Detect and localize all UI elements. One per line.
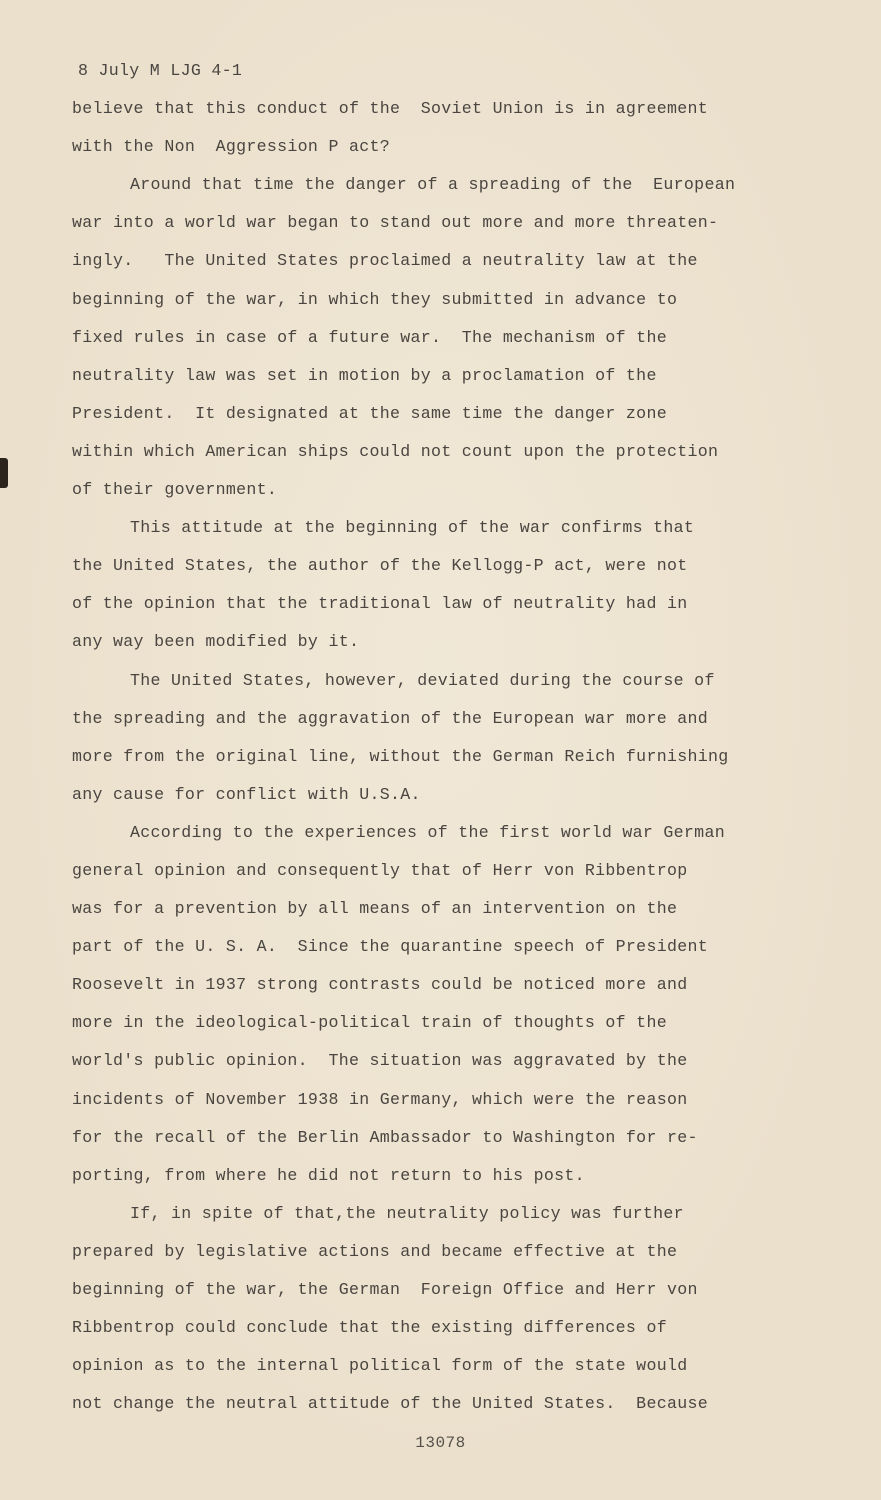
text-line: was for a prevention by all means of an intervention on the bbox=[72, 899, 678, 919]
text-line: Roosevelt in 1937 strong contrasts could be noticed more and bbox=[72, 975, 688, 995]
text-line: beginning of the war, in which they submitted in advance to bbox=[72, 289, 678, 309]
text-line: any way been modified by it. bbox=[72, 632, 360, 652]
text-line: the spreading and the aggravation of the European war more and bbox=[72, 708, 708, 728]
paragraph-first-line: If, in spite of that,the neutrality policy was further bbox=[130, 1203, 684, 1223]
text-line: part of the U. S. A. Since the quarantine speech of President bbox=[72, 937, 708, 957]
text-line: President. It designated at the same time the danger zone bbox=[72, 403, 667, 423]
text-line: general opinion and consequently that of Herr von Ribbentrop bbox=[72, 860, 688, 880]
paragraph-first-line: According to the experiences of the first world war German bbox=[130, 822, 725, 842]
text-line: of the opinion that the traditional law of neutrality had in bbox=[72, 594, 688, 614]
paragraph-first-line: Around that time the danger of a spreading of the European bbox=[130, 175, 736, 195]
page-number: 13078 bbox=[415, 1434, 466, 1452]
text-line: incidents of November 1938 in Germany, which were the reason bbox=[72, 1089, 688, 1109]
text-line: Ribbentrop could conclude that the existing differences of bbox=[72, 1318, 667, 1338]
text-line: ingly. The United States proclaimed a neutrality law at the bbox=[72, 251, 698, 271]
text-line: opinion as to the internal political form of the state would bbox=[72, 1356, 688, 1376]
text-line: porting, from where he did not return to his post. bbox=[72, 1165, 585, 1185]
document-body bbox=[72, 52, 832, 1423]
paragraph-first-line: This attitude at the beginning of the war confirms that bbox=[130, 518, 695, 538]
text-line: not change the neutral attitude of the United States. Because bbox=[72, 1394, 708, 1414]
text-line: believe that this conduct of the Soviet Union is in agreement bbox=[72, 99, 708, 119]
text-line: neutrality law was set in motion by a proclamation of the bbox=[72, 365, 657, 385]
paragraph-first-line: The United States, however, deviated during the course of bbox=[130, 670, 715, 690]
text-line: more from the original line, without the German Reich furnishing bbox=[72, 746, 729, 766]
text-line: any cause for conflict with U.S.A. bbox=[72, 784, 421, 804]
text-line: of their government. bbox=[72, 480, 278, 500]
text-line: fixed rules in case of a future war. The mechanism of the bbox=[72, 327, 667, 347]
text-line: with the Non Aggression P act? bbox=[72, 137, 390, 157]
text-line: prepared by legislative actions and became effective at the bbox=[72, 1241, 678, 1261]
text-line: the United States, the author of the Kellogg-P act, were not bbox=[72, 556, 688, 576]
text-line: within which American ships could not count upon the protection bbox=[72, 441, 719, 461]
text-line: war into a world war began to stand out more and more threaten- bbox=[72, 213, 719, 233]
text-line: beginning of the war, the German Foreign Office and Herr von bbox=[72, 1280, 698, 1299]
text-line: more in the ideological-political train of thoughts of the bbox=[72, 1013, 667, 1033]
document-header: 8 July M LJG 4-1 bbox=[78, 61, 243, 80]
text-line: world's public opinion. The situation was aggravated by the bbox=[72, 1051, 688, 1071]
text-line: for the recall of the Berlin Ambassador to Washington for re- bbox=[72, 1127, 698, 1147]
binding-mark bbox=[0, 458, 8, 488]
